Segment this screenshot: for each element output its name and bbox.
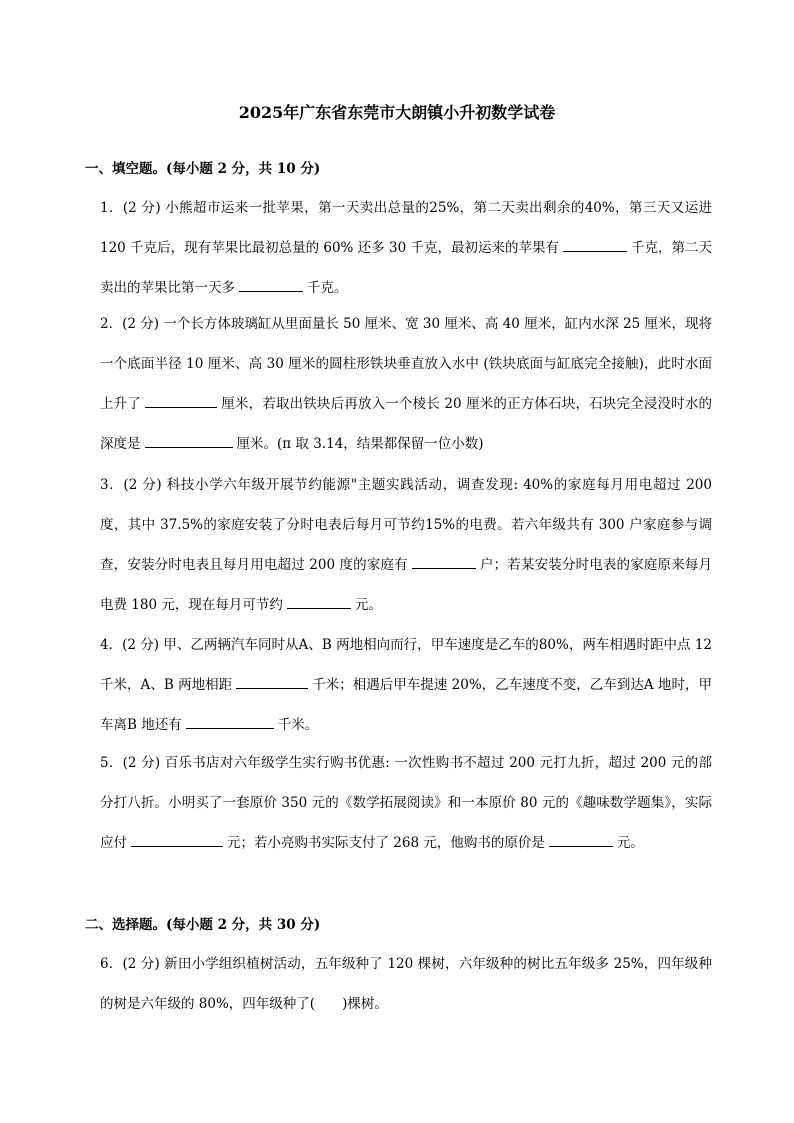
question-5-text-b: 元；若小亮购书实际支付了 268 元，他购书的原价是 xyxy=(227,835,545,851)
answer-blank xyxy=(145,393,217,408)
question-6 xyxy=(100,944,712,1024)
answer-blank xyxy=(287,594,351,609)
answer-blank xyxy=(145,433,233,448)
question-3 xyxy=(100,465,712,625)
question-2-text-a: 2．(2 分) 一个长方体玻璃缸从里面量长 50 厘米、宽 30 厘米、高 40 厘米，缸内水深 25 厘米，现将一个底面半径 10 厘米、高 30 厘米的圆柱形铁块垂直放入水中 (铁块底面与缸底完全接触)，此时水面上升了 xyxy=(100,316,712,412)
answer-blank xyxy=(131,832,223,847)
answer-blank xyxy=(236,674,308,689)
question-4-text-a: 4．(2 分) 甲、乙两辆汽车同时从A、B 两地相向而行，甲车速度是乙车的80%，两车相遇时距中点 12 千米，A、B 两地相距 xyxy=(100,637,712,693)
answer-blank xyxy=(412,554,476,569)
question-3-text-b: 户；若某安装分时电表的家庭原来每月电费 180 元，现在每月可节约 xyxy=(100,557,713,613)
section-fill-in-heading: 一、填空题。(每小题 2 分，共 10 分) xyxy=(85,161,321,177)
question-1-text-b: 千克，第二天卖出的苹果比第一天多 xyxy=(100,240,712,296)
question-2 xyxy=(100,304,712,464)
question-3-text-a: 3．(2 分) 科技小学六年级开展节约能源"主题实践活动，调查发现: 40%的家庭每月用电超过 200 度，其中 37.5%的家庭安装了分时电表后每月可节约15%的电费。若六年级共有 300 户家庭参与调查，安装分时电表且每月用电超过 200 度的家庭有 xyxy=(100,477,712,573)
answer-blank xyxy=(186,714,274,729)
question-5-text-a: 5．(2 分) 百乐书店对六年级学生实行购书优惠: 一次性购书不超过 200 元打九折，超过 200 元的部分打八折。小明买了一套原价 350 元的《数学拓展阅读》和一本原价 80 元的《趣味数学题集》，实际应付 xyxy=(100,755,712,851)
question-5-text-c: 元。 xyxy=(616,835,644,851)
question-1-text-c: 千克。 xyxy=(307,280,348,296)
question-4-text-b: 千米；相遇后甲车提速 20%，乙车速度不变，乙车到达A 地时，甲车离B 地还有 xyxy=(100,677,712,733)
question-3-text-c: 元。 xyxy=(354,597,382,613)
question-4-text-c: 千米。 xyxy=(277,717,319,733)
answer-parentheses: ( ) xyxy=(309,996,348,1012)
page-title: 2025年广东省东莞市大朗镇小升初数学试卷 xyxy=(238,103,556,122)
question-1 xyxy=(100,188,712,308)
answer-blank xyxy=(563,237,627,252)
question-1-text-a: 1．(2 分) 小熊超市运来一批苹果，第一天卖出总量的25%，第二天卖出剩余的40%，第三天又运进 120 千克后，现有苹果比最初总量的 60% 还多 30 千克，最初运来的苹果有 xyxy=(100,200,712,256)
question-6-text-c: 棵树。 xyxy=(347,996,388,1012)
question-6-text-a: 6．(2 分) 新田小学组织植树活动，五年级种了 120 棵树，六年级种的树比五年级多 25%，四年级种的树是六年级的 80%，四年级种了 xyxy=(100,956,712,1012)
question-5 xyxy=(100,743,712,863)
answer-blank xyxy=(549,832,613,847)
question-2-text-b: 厘米，若取出铁块后再放入一个棱长 20 厘米的正方体石块，石块完全浸没时水的深度是 xyxy=(100,396,713,452)
section-multiple-choice-heading: 二、选择题。(每小题 2 分，共 30 分) xyxy=(85,917,321,933)
answer-blank xyxy=(239,277,303,292)
question-4 xyxy=(100,625,712,745)
question-2-text-c: 厘米。(π 取 3.14，结果都保留一位小数) xyxy=(236,436,484,452)
